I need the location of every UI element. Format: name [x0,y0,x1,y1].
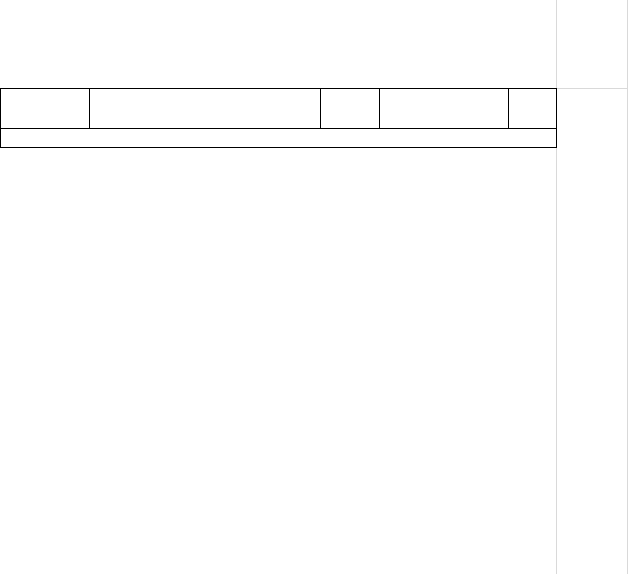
header-award [509,89,557,129]
header-index [1,89,90,129]
page-title [0,0,556,88]
header-leader [321,89,380,129]
section-row [1,129,557,148]
header-college [380,89,509,129]
header-project [90,89,321,129]
header-row [1,89,557,129]
section-label [1,129,557,148]
awards-table [0,88,557,148]
gridline [556,0,557,574]
